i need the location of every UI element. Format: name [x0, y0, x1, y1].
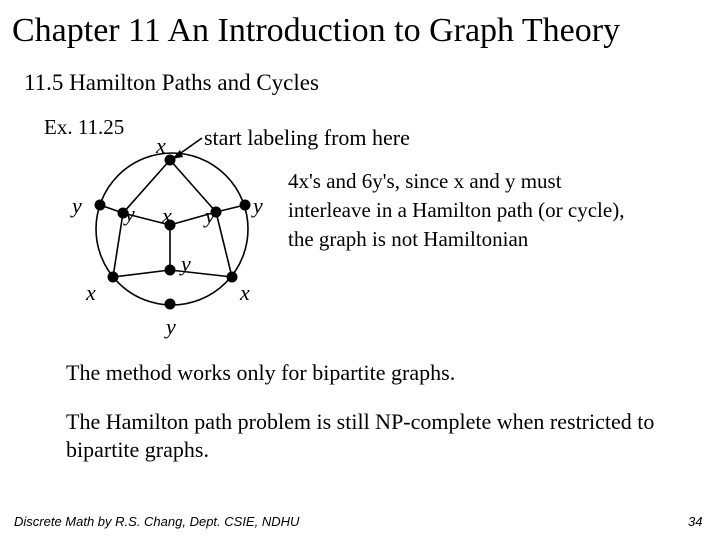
start-arrow [178, 138, 202, 155]
slide-title: Chapter 11 An Introduction to Graph Theory [12, 12, 621, 49]
vertex-right-outer [240, 200, 251, 211]
bipartite-note: The method works only for bipartite graphs. [66, 360, 456, 385]
explanation-line-3: the graph is not Hamiltonian [288, 227, 529, 251]
label-left-outer: y [72, 193, 82, 218]
vertex-bottom-right [227, 272, 238, 283]
example-label: Ex. 11.25 [44, 115, 125, 139]
edge [113, 270, 170, 277]
page-number: 34 [688, 514, 703, 529]
edge [216, 212, 232, 277]
label-lower-center: y [181, 251, 191, 276]
vertex-bottom-left [108, 272, 119, 283]
start-annotation: start labeling from here [204, 125, 410, 150]
explanation-line-1: 4x's and 6y's, since x and y must [288, 169, 562, 193]
vertex-left-outer [95, 200, 106, 211]
edge [170, 270, 232, 277]
label-top: x [156, 133, 166, 158]
np-complete-note: The Hamilton path problem is still NP-complete when restricted to bipartite graphs. [66, 409, 655, 462]
label-bottom-right: x [240, 280, 250, 305]
label-right-outer: y [253, 193, 263, 218]
vertex-bottom [165, 299, 176, 310]
label-center: x [162, 203, 172, 228]
label-inner-right: y [205, 203, 215, 228]
vertex-top [165, 155, 176, 166]
explanation-line-2: interleave in a Hamilton path (or cycle), [288, 198, 625, 222]
vertex-lower-center [165, 265, 176, 276]
label-bottom-left: x [86, 280, 96, 305]
footer-credit: Discrete Math by R.S. Chang, Dept. CSIE, NDHU [14, 514, 300, 529]
edge [113, 213, 123, 277]
label-bottom: y [166, 314, 176, 339]
section-heading: 11.5 Hamilton Paths and Cycles [24, 70, 319, 95]
label-inner-left: y [125, 201, 135, 226]
